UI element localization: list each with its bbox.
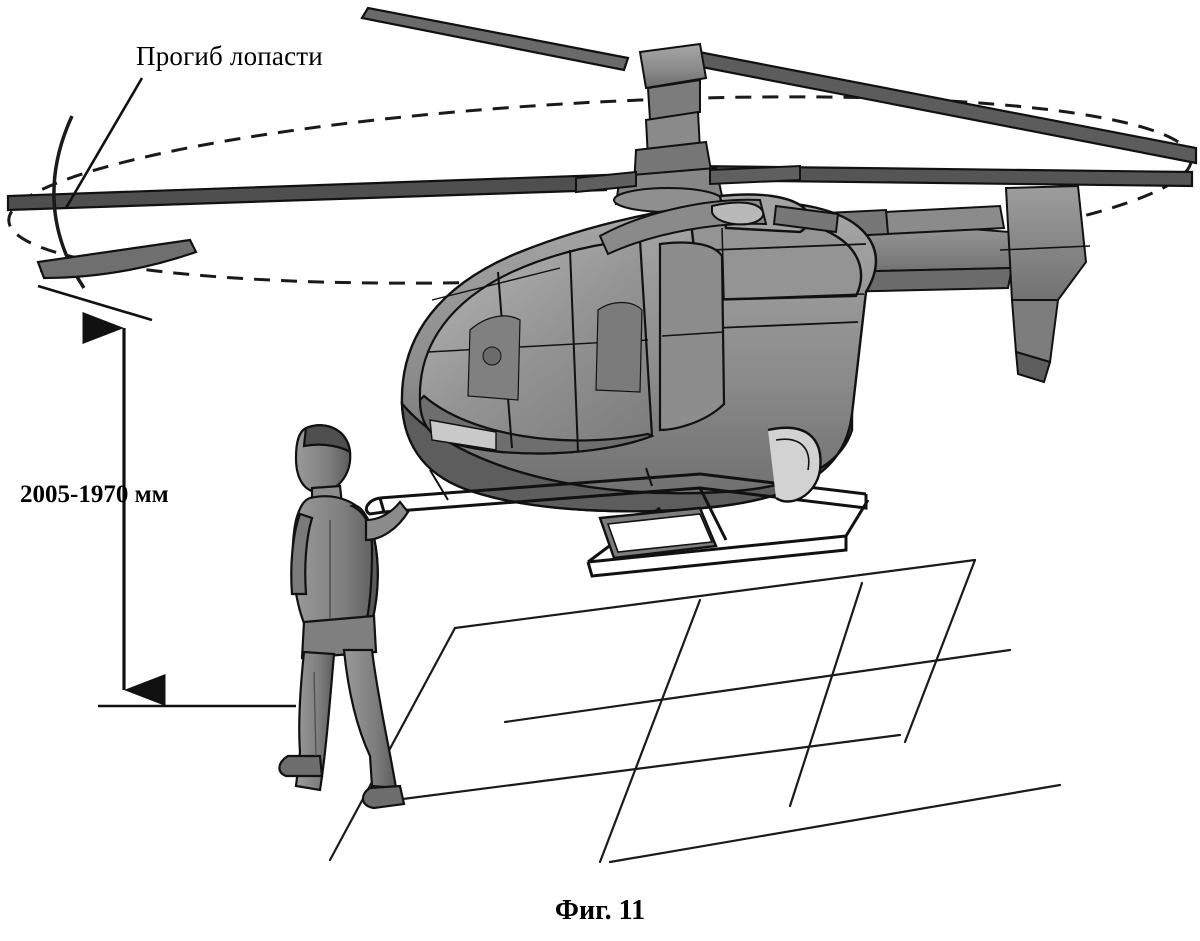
dimension-label-height: 2005-1970 мм xyxy=(20,481,169,508)
callout-leader-line xyxy=(66,78,142,208)
cabin-windows xyxy=(420,240,724,453)
callout-label-blade-droop: Прогиб лопасти xyxy=(136,41,323,71)
figure-caption: Фиг. 11 xyxy=(554,895,646,926)
human-scale-figure xyxy=(279,425,408,808)
vertical-stabilizer xyxy=(1000,186,1090,382)
ground-reference-grid xyxy=(330,560,1060,862)
